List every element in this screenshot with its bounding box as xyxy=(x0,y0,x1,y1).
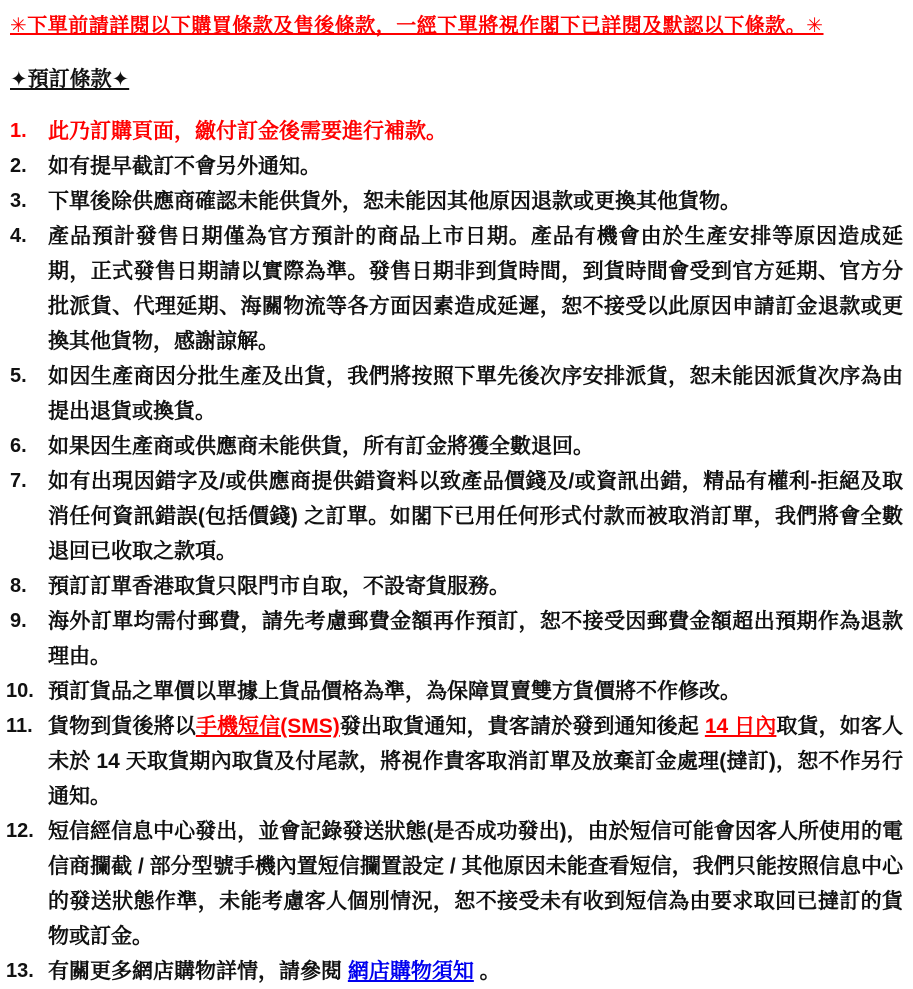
term-number: 7. xyxy=(10,470,27,492)
term-item xyxy=(0,149,913,184)
term-number: 4. xyxy=(10,225,27,247)
term-item xyxy=(0,184,913,219)
term-number: 10. xyxy=(6,680,34,702)
term-item xyxy=(0,814,913,954)
term-number: 2. xyxy=(10,155,27,177)
term-text xyxy=(48,604,913,674)
term-item xyxy=(0,464,913,569)
term-item xyxy=(0,569,913,604)
term-segment: 貨物到貨後將以 xyxy=(48,715,196,738)
term-segment: 如因生產商因分批生產及出貨，我們將按照下單先後次序安排派貨，恕未能因派貨次序為由提出退貨或換貨。 xyxy=(48,365,903,423)
term-number: 11. xyxy=(6,715,33,737)
shop-guide-link[interactable]: 網店購物須知 xyxy=(347,960,474,983)
term-text xyxy=(48,569,913,604)
term-text xyxy=(48,184,913,219)
term-segment: 。 xyxy=(473,960,501,983)
term-text xyxy=(48,359,913,429)
term-item xyxy=(0,709,913,814)
term-item xyxy=(0,114,913,149)
section-title-preorder-terms: ✦預訂條款✦ xyxy=(10,68,130,91)
term-item xyxy=(0,674,913,709)
highlighted-text: 14 日內 xyxy=(704,715,777,738)
term-segment: 如有提早截訂不會另外通知。 xyxy=(48,155,321,178)
highlighted-text: 手機短信(SMS) xyxy=(195,715,340,738)
term-segment: 下單後除供應商確認未能供貨外，恕未能因其他原因退款或更換其他貨物。 xyxy=(48,190,741,213)
purchase-terms-header: ✳下單前請詳閱以下購買條款及售後條款，一經下單將視作閣下已詳閱及默認以下條款。✳ xyxy=(10,15,824,37)
term-number: 9. xyxy=(10,610,27,632)
term-segment: 發出取貨通知，貴客請於發到通知後起 xyxy=(339,715,705,738)
term-text xyxy=(48,219,913,359)
term-number: 3. xyxy=(10,190,27,212)
term-item xyxy=(0,954,913,989)
term-segment: 如有出現因錯字及/或供應商提供錯資料以致產品價錢及/或資訊出錯，精品有權利-拒絕及取消任何資訊錯誤(包括價錢) 之訂單。如閣下已用任何形式付款而被取消訂單，我們將會全數退回已收取之款項。 xyxy=(48,470,903,563)
term-text xyxy=(48,114,913,149)
term-item xyxy=(0,604,913,674)
terms-list xyxy=(0,114,913,989)
term-segment: 如果因生產商或供應商未能供貨，所有訂金將獲全數退回。 xyxy=(48,435,594,458)
term-number: 12. xyxy=(6,820,34,842)
term-text xyxy=(48,429,913,464)
term-text xyxy=(48,464,913,569)
term-segment: 此乃訂購頁面，繳付訂金後需要進行補款。 xyxy=(48,120,447,143)
term-text xyxy=(48,149,913,184)
term-item xyxy=(0,219,913,359)
term-number: 1. xyxy=(10,120,27,142)
term-number: 5. xyxy=(10,365,27,387)
term-segment: 產品預計發售日期僅為官方預計的商品上市日期。產品有機會由於生產安排等原因造成延期，正式發售日期請以實際為準。發售日期非到貨時間，到貨時間會受到官方延期、官方分批派貨、代理延期、海關物流等各方面因素造成延遲，恕不接受以此原因申請訂金退款或更換其他貨物，感謝諒解。 xyxy=(48,225,903,353)
term-segment: 預訂貨品之單價以單據上貨品價格為準，為保障買賣雙方貨價將不作修改。 xyxy=(48,680,741,703)
term-text xyxy=(48,674,913,709)
term-item xyxy=(0,429,913,464)
term-number: 6. xyxy=(10,435,27,457)
term-segment: 預訂訂單香港取貨只限門市自取，不設寄貨服務。 xyxy=(48,575,510,598)
term-item xyxy=(0,359,913,429)
term-number: 13. xyxy=(6,960,34,982)
term-segment: 取貨，如客人未於 14 天取貨期內取貨及付尾款，將視作貴客取消訂單及放棄訂金處理(撻訂)，恕不作另行通知。 xyxy=(48,715,903,808)
term-segment: 短信經信息中心發出，並會記錄發送狀態(是否成功發出)，由於短信可能會因客人所使用的電信商攔截 / 部分型號手機內置短信攔置設定 / 其他原因未能查看短信，我們只能按照信息中心的發送狀態作準，未能考慮客人個別情況，恕不接受未有收到短信為由要求取回已撻訂的貨物或訂金。 xyxy=(48,820,903,948)
term-text xyxy=(48,709,913,814)
term-text xyxy=(48,954,913,989)
term-segment: 有關更多網店購物詳情，請參閱 xyxy=(48,960,348,983)
term-segment: 海外訂單均需付郵費，請先考慮郵費金額再作預訂，恕不接受因郵費金額超出預期作為退款理由。 xyxy=(48,610,903,668)
term-text xyxy=(48,814,913,954)
term-number: 8. xyxy=(10,575,27,597)
